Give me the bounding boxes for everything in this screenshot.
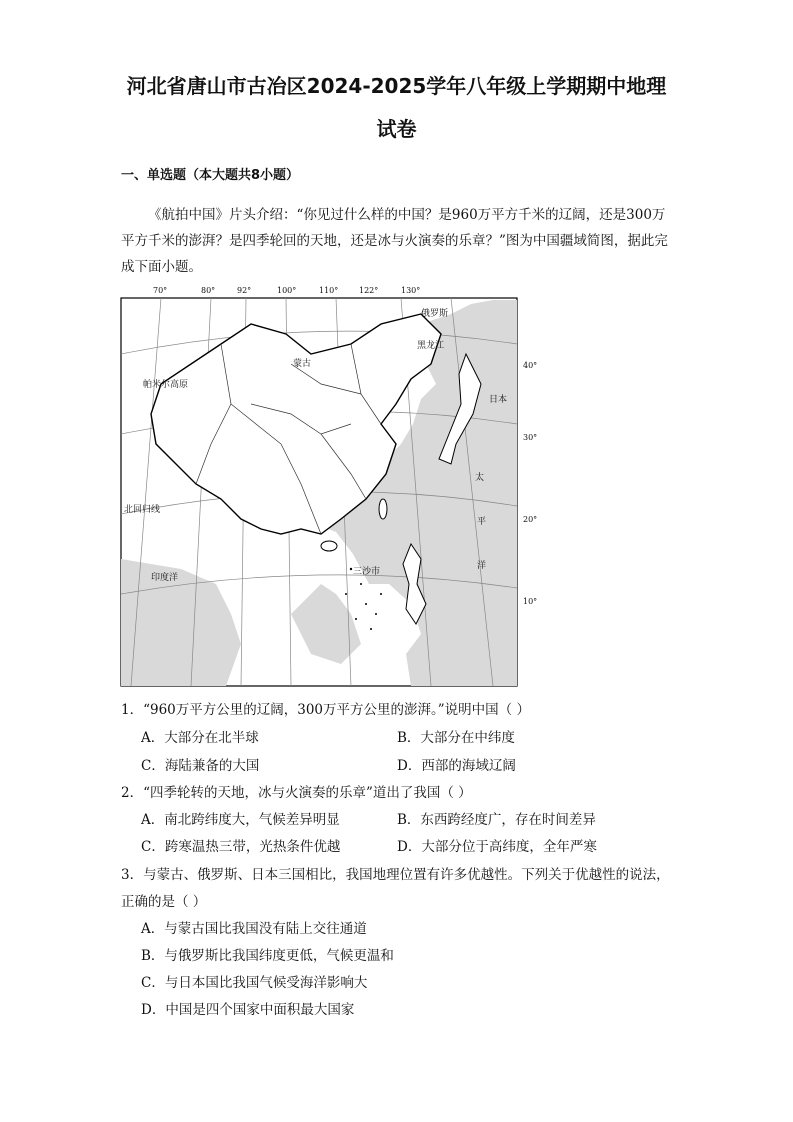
label-russia: 俄罗斯 bbox=[421, 309, 449, 319]
label-pacific-2: 平 bbox=[477, 517, 487, 527]
q1-option-d[interactable]: D．西部的海域辽阔 bbox=[397, 758, 516, 774]
lon-label: 100° bbox=[277, 286, 297, 295]
label-japan: 日本 bbox=[489, 395, 508, 405]
q2-option-b[interactable]: B．东西跨经度广，存在时间差异 bbox=[397, 812, 596, 828]
label-pacific-1: 太 bbox=[475, 473, 485, 483]
question-3-stem: 3．与蒙古、俄罗斯、日本三国相比，我国地理位置有许多优越性。下列关于优越性的说法，正确的是（ ） bbox=[121, 867, 670, 910]
section-heading: 一、单选题（本大题共8小题） bbox=[121, 168, 300, 183]
label-heilongjiang: 黑龙江 bbox=[417, 341, 445, 351]
lon-label: 130° bbox=[401, 286, 421, 295]
q2-option-d[interactable]: D．大部分位于高纬度，全年严寒 bbox=[397, 839, 597, 855]
lat-label: 30° bbox=[523, 433, 538, 442]
q1-option-b[interactable]: B．大部分在中纬度 bbox=[397, 730, 515, 746]
intro-paragraph: 《航拍中国》片头介绍：“你见过什么样的中国？是960万平方千米的辽阔，还是300万平方千米的澎湃？是四季轮回的天地，还是冰与火演奏的乐章？”图为中国疆域简图，据此完成下面小题。 bbox=[121, 207, 668, 275]
lon-label: 110° bbox=[319, 286, 339, 295]
q3-option-c[interactable]: C．与日本国比我国气候受海洋影响大 bbox=[141, 975, 368, 991]
label-mongolia: 蒙古 bbox=[293, 359, 312, 369]
label-tropic: 北回归线 bbox=[124, 505, 161, 515]
label-xisha: 三沙市 bbox=[353, 567, 381, 577]
doc-title-line2: 试卷 bbox=[376, 117, 417, 141]
lat-label: 10° bbox=[523, 597, 538, 606]
doc-title-line1: 河北省唐山市古冶区2024-2025学年八年级上学期期中地理 bbox=[126, 74, 667, 98]
lat-label: 40° bbox=[523, 361, 538, 370]
q1-option-c[interactable]: C．海陆兼备的大国 bbox=[141, 758, 260, 774]
lon-label: 92° bbox=[237, 286, 252, 295]
lon-label: 70° bbox=[153, 286, 168, 295]
q1-option-a[interactable]: A．大部分在北半球 bbox=[141, 730, 259, 746]
q2-option-a[interactable]: A．南北跨纬度大，气候差异明显 bbox=[141, 812, 340, 828]
label-pacific-3: 洋 bbox=[477, 561, 487, 571]
label-indian-ocean: 印度洋 bbox=[151, 573, 179, 583]
question-1-stem: 1．“960万平方公里的辽阔，300万平方公里的澎湃。”说明中国（ ） bbox=[121, 702, 530, 718]
question-2-stem: 2．“四季轮转的天地，冰与火演奏的乐章”道出了我国（ ） bbox=[121, 785, 472, 801]
lon-label: 122° bbox=[359, 286, 379, 295]
q3-option-a[interactable]: A．与蒙古国比我国没有陆上交往通道 bbox=[141, 921, 367, 937]
label-pamir: 帕米尔高原 bbox=[143, 380, 189, 390]
china-territory-map bbox=[121, 284, 538, 686]
q2-option-c[interactable]: C．跨寒温热三带，光热条件优越 bbox=[141, 839, 341, 855]
lat-label: 20° bbox=[523, 515, 538, 524]
q3-option-b[interactable]: B．与俄罗斯比我国纬度更低，气候更温和 bbox=[141, 948, 394, 964]
lon-label: 80° bbox=[201, 286, 216, 295]
q3-option-d[interactable]: D．中国是四个国家中面积最大国家 bbox=[141, 1002, 355, 1018]
